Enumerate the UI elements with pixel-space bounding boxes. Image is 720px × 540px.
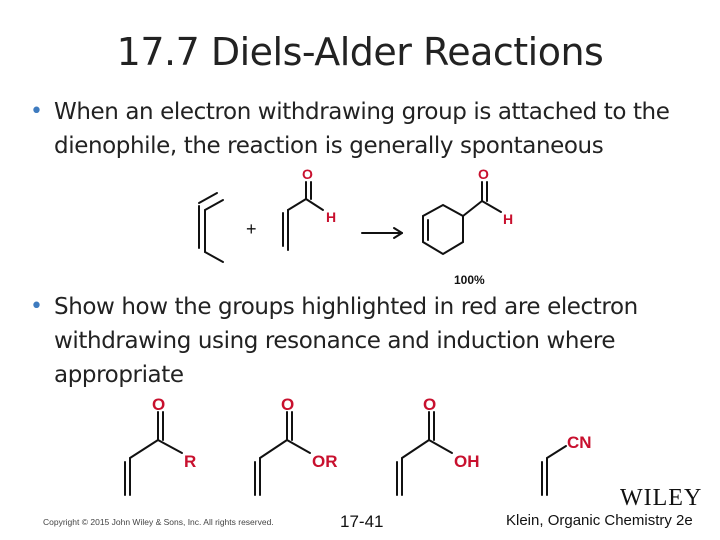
acrolein-structure: [283, 182, 323, 250]
ketone-r-group-label: R: [184, 452, 197, 471]
bullet-dot: •: [30, 294, 43, 319]
reaction-arrow-icon: [362, 228, 402, 238]
page-number: 17-41: [340, 512, 384, 531]
slide-title: 17.7 Diels-Alder Reactions: [116, 30, 604, 74]
ketone-oxygen-label: O: [152, 395, 166, 414]
nitrile-structure: [542, 446, 566, 495]
product-oxygen-label: O: [478, 166, 489, 182]
bullet-1-text: When an electron withdrawing group is attached to the dienophile, the reaction is generally spontaneous: [54, 99, 670, 159]
bullet-2: [30, 290, 700, 392]
cyclohexene-product-structure: [423, 182, 501, 254]
acid-structure: [397, 412, 452, 495]
bullet-dot: •: [30, 99, 43, 124]
acid-oxygen-label: O: [423, 395, 437, 414]
aldehyde-oxygen-label: O: [302, 166, 313, 182]
diels-alder-reaction-scheme: [180, 160, 560, 290]
product-hydrogen-label: H: [503, 211, 514, 227]
yield-label: 100%: [454, 273, 485, 287]
bullet-2-text: Show how the groups highlighted in red are electron withdrawing using resonance and induction where appropriate: [54, 294, 638, 388]
ketone-structure: [125, 412, 182, 495]
butadiene-structure: [199, 193, 223, 262]
ester-or-group-label: OR: [312, 452, 338, 471]
dienophile-examples: [110, 390, 630, 500]
nitrile-cn-group-label: CN: [567, 433, 592, 452]
copyright-notice: Copyright © 2015 John Wiley & Sons, Inc. All rights reserved.: [43, 517, 274, 527]
acid-oh-group-label: OH: [454, 452, 480, 471]
aldehyde-hydrogen-label: H: [326, 209, 337, 225]
bullet-1: [30, 95, 700, 163]
wiley-logo: WILEY: [620, 485, 703, 511]
ester-structure: [255, 412, 310, 495]
book-citation: Klein, Organic Chemistry 2e: [506, 512, 693, 529]
plus-sign: +: [246, 219, 257, 239]
ester-oxygen-label: O: [281, 395, 295, 414]
